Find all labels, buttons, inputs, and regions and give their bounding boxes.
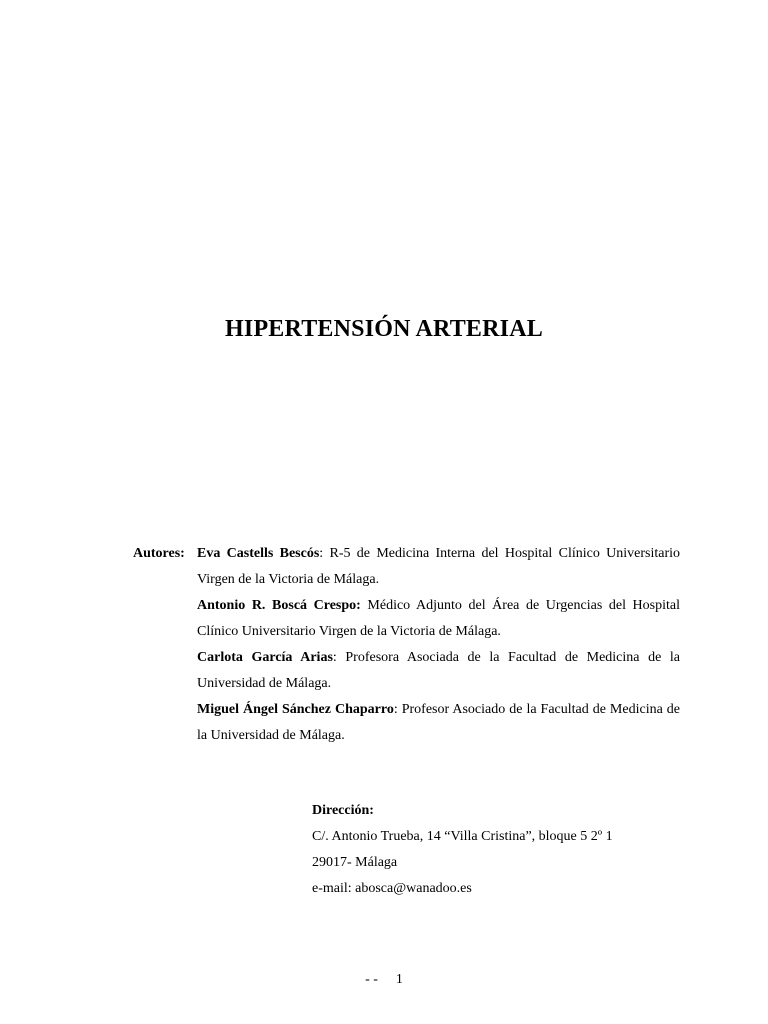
author-name: Antonio R. Boscá Crespo:: [197, 598, 361, 613]
page-number: 1: [395, 972, 403, 987]
footer-dashes: - -: [365, 972, 378, 987]
author-separator: :: [332, 650, 346, 665]
address-city: 29017- Málaga: [312, 855, 398, 870]
author-separator: :: [393, 702, 402, 717]
author-separator: :: [319, 546, 330, 561]
author-description: Profesora Asociada de la Facultad de Medicina de la Universidad de Málaga.: [197, 650, 680, 691]
address-block: [312, 798, 613, 902]
author-name: Eva Castells Bescós: [197, 546, 320, 561]
author-description: Profesor Asociado de la Facultad de Medicina de la Universidad de Málaga.: [197, 702, 681, 743]
author-entry: [197, 645, 680, 697]
author-name: Miguel Ángel Sánchez Chaparro: [197, 702, 394, 717]
authors-list: [197, 541, 680, 749]
author-entry: [197, 593, 680, 645]
address-email: e-mail: abosca@wanadoo.es: [312, 881, 472, 896]
author-name: Carlota García Arias: [197, 650, 333, 665]
author-entry: [197, 541, 680, 593]
page-footer: [0, 972, 768, 988]
author-description: Médico Adjunto del Área de Urgencias del Hospital Clínico Universitario Virgen de la Victoria de Málaga.: [197, 598, 680, 639]
address-heading: Dirección:: [312, 803, 374, 818]
author-entry: [197, 697, 680, 749]
authors-label: Autores:: [133, 546, 185, 561]
document-title: HIPERTENSIÓN ARTERIAL: [225, 316, 543, 342]
author-description: R-5 de Medicina Interna del Hospital Clínico Universitario Virgen de la Victoria de Málaga.: [197, 546, 680, 587]
address-street: C/. Antonio Trueba, 14 “Villa Cristina”, bloque 5 2º 1: [312, 829, 613, 844]
